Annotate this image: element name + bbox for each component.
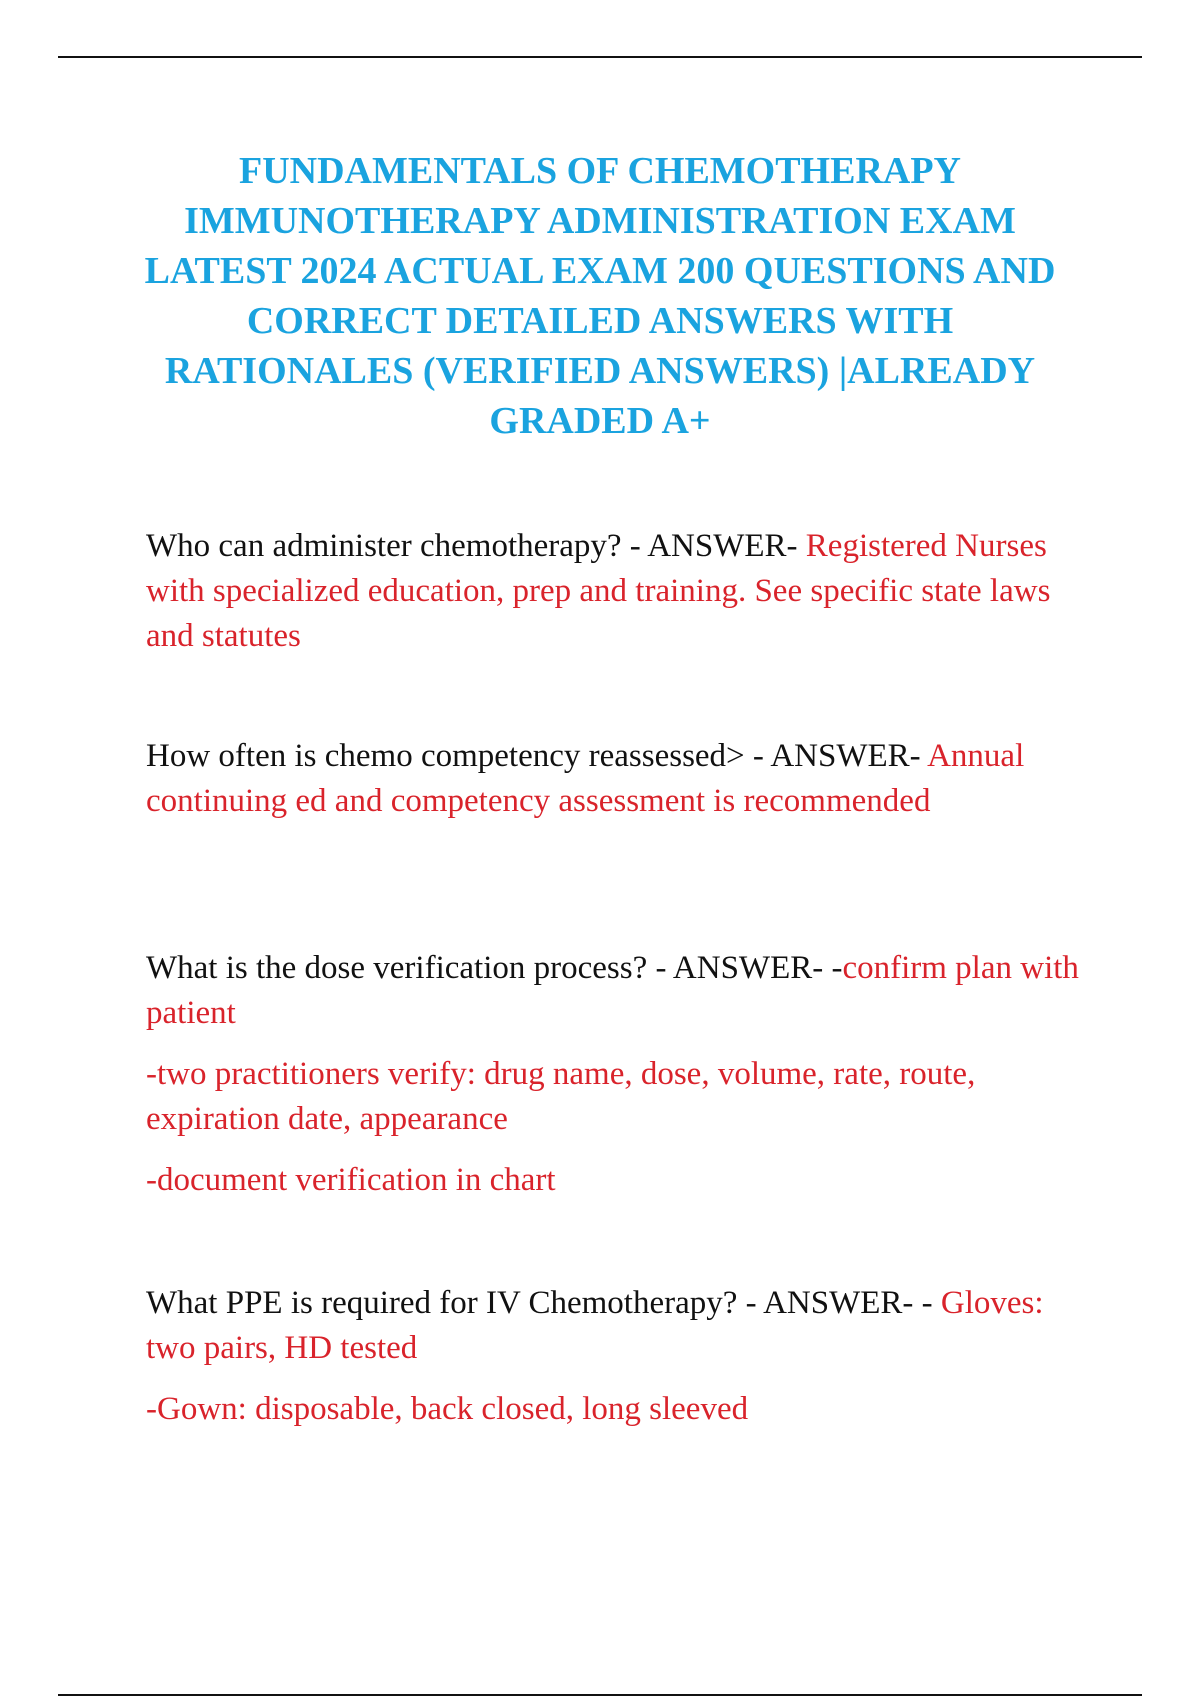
answer-bullet: -document verification in chart (146, 1162, 556, 1198)
document-title: FUNDAMENTALS OF CHEMOTHERAPY IMMUNOTHERAPY ADMINISTRATION EXAM LATEST 2024 ACTUAL EXAM 200 QUESTIONS AND CORRECT DETAILED ANSWERS WITH RATIONALES (VERIFIED ANSWERS) |ALREADY GRADED A+ (144, 150, 1056, 442)
qa-item-competency-reassessed (146, 734, 1086, 840)
answer-bullet: -Gown: disposable, back closed, long sleeved (146, 1391, 749, 1427)
top-rule (58, 56, 1142, 58)
bottom-rule (58, 1694, 1142, 1696)
qa-paragraph (146, 1281, 1086, 1371)
qa-item-ppe-required (146, 1281, 1086, 1448)
question-text: What PPE is required for IV Chemotherapy? - ANSWER- - (146, 1285, 941, 1321)
qa-item-dose-verification (146, 946, 1086, 1219)
question-text: How often is chemo competency reassessed> - ANSWER- (146, 738, 928, 774)
answer-bullet: -two practitioners verify: drug name, dose, volume, rate, route, expiration date, appearance (146, 1056, 976, 1137)
question-text: What is the dose verification process? - ANSWER- - (146, 950, 843, 986)
qa-paragraph (146, 734, 1086, 824)
answer-text: Annual continuing ed and competency assessment is recommended (146, 738, 1025, 819)
answer-text: Gloves: two pairs, HD tested (146, 1285, 1044, 1366)
qa-item-who-administers (146, 524, 1086, 675)
answer-text: confirm plan with patient (146, 950, 1079, 1031)
qa-paragraph (146, 946, 1086, 1036)
question-text: Who can administer chemotherapy? - ANSWER- (146, 528, 806, 564)
answer-text: Registered Nurses with specialized education, prep and training. See specific state laws and statutes (146, 528, 1051, 654)
qa-paragraph (146, 524, 1086, 659)
